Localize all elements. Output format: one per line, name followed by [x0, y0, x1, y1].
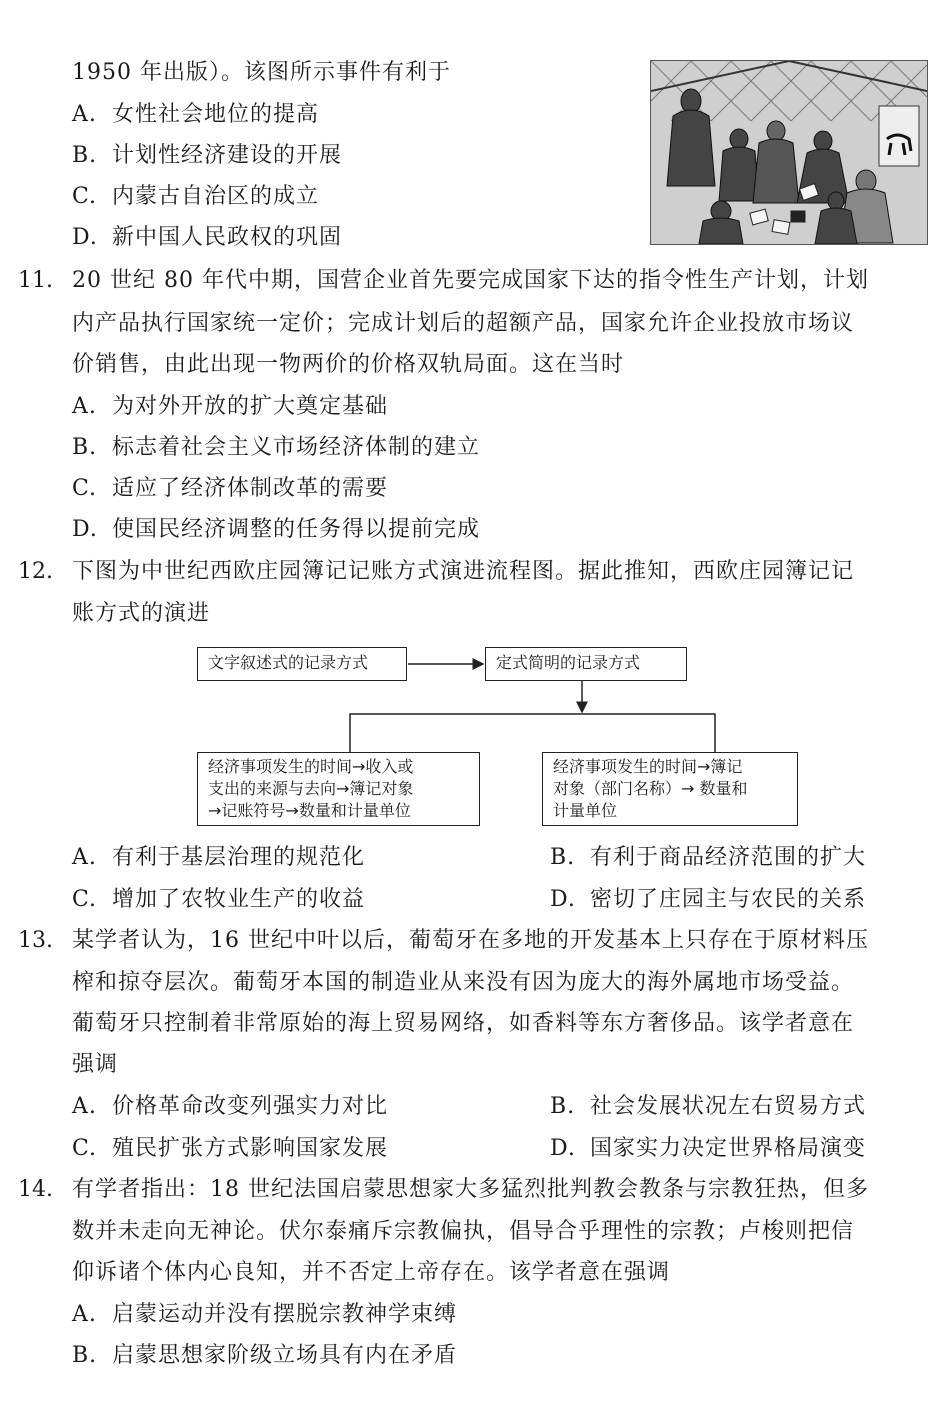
- flow-box-4-line: 计量单位: [553, 801, 618, 820]
- option-letter: B.: [72, 1343, 98, 1368]
- option-letter: A.: [72, 102, 97, 127]
- option-letter: D.: [72, 225, 98, 250]
- option-letter: B.: [550, 1094, 576, 1119]
- flow-branch-line: [350, 714, 715, 752]
- option-letter: A.: [72, 1094, 97, 1119]
- option-letter: B.: [72, 143, 98, 168]
- q12-stem-line: 账方式的演进: [72, 601, 211, 626]
- option-text: 使国民经济调整的任务得以提前完成: [112, 517, 481, 542]
- option-text: 有利于基层治理的规范化: [112, 845, 366, 870]
- q13-stem-line: 葡萄牙只控制着非常原始的海上贸易网络，如香料等东方奢侈品。该学者意在: [72, 1011, 855, 1036]
- flow-box-3: [197, 752, 480, 826]
- option-text: 有利于商品经济范围的扩大: [590, 845, 867, 870]
- q12-option-c: [72, 885, 365, 915]
- flow-box-3-line: 经济事项发生的时间→收入或: [208, 757, 414, 776]
- option-text: 计划性经济建设的开展: [112, 143, 343, 168]
- q11-stem-line: 20 世纪 80 年代中期，国营企业首先要完成国家下达的指令性生产计划，计划: [72, 268, 869, 293]
- option-text: 标志着社会主义市场经济体制的建立: [112, 435, 481, 460]
- option-letter: A.: [72, 845, 97, 870]
- flow-box-3-line: 支出的来源与去向→簿记对象: [208, 779, 414, 798]
- option-text: 国家实力决定世界格局演变: [590, 1136, 867, 1161]
- option-text: 殖民扩张方式影响国家发展: [112, 1136, 389, 1161]
- q11-stem-line: 内产品执行国家统一定价；完成计划后的超额产品，国家允许企业投放市场议: [72, 311, 855, 336]
- flow-box-4: [542, 752, 798, 826]
- q12-option-a: [72, 843, 365, 873]
- q13-option-a: [72, 1092, 388, 1122]
- option-letter: C.: [72, 1136, 98, 1161]
- q13-stem-line: 强调: [72, 1052, 119, 1077]
- q14-option-a: [72, 1300, 457, 1330]
- option-letter: C.: [72, 476, 98, 501]
- q14-stem-line: 数并未走向无神论。伏尔泰痛斥宗教偏执，倡导合乎理性的宗教；卢梭则把信: [72, 1219, 855, 1244]
- q13-stem-line: 榨和掠夺层次。葡萄牙本国的制造业从来没有因为庞大的海外属地市场受益。: [72, 970, 855, 995]
- option-text: 增加了农牧业生产的收益: [112, 887, 366, 912]
- q13-option-b: [550, 1092, 866, 1122]
- flow-box-4-line: 对象（部门名称）→ 数量和: [553, 779, 748, 798]
- q14-stem-line: 仰诉诸个体内心良知，并不否定上帝存在。该学者意在强调: [72, 1260, 671, 1285]
- question-number: 13.: [18, 928, 53, 953]
- q14-stem-line: 有学者指出：18 世纪法国启蒙思想家大多猛烈批判教会教条与宗教狂热，但多: [72, 1177, 869, 1202]
- q12-option-b: [550, 843, 866, 873]
- flow-box-4-line: 经济事项发生的时间→簿记: [553, 757, 743, 776]
- option-text: 密切了庄园主与农民的关系: [590, 887, 867, 912]
- q13-option-c: [72, 1134, 388, 1164]
- q13-stem-line: 某学者认为，16 世纪中叶以后，葡萄牙在多地的开发基本上只存在于原材料压: [72, 928, 869, 953]
- q14-option-b: [72, 1341, 457, 1371]
- option-letter: D.: [550, 887, 576, 912]
- option-text: 社会发展状况左右贸易方式: [590, 1094, 867, 1119]
- flow-box-2: 定式简明的记录方式: [485, 647, 687, 681]
- q12-option-d: [550, 885, 866, 915]
- q10-stem-line: 1950 年出版）。该图所示事件有利于: [72, 60, 451, 85]
- option-text: 为对外开放的扩大奠定基础: [112, 394, 389, 419]
- question-number: 14.: [18, 1177, 53, 1202]
- option-letter: B.: [550, 845, 576, 870]
- option-letter: A.: [72, 394, 97, 419]
- option-letter: D.: [550, 1136, 576, 1161]
- option-text: 启蒙运动并没有摆脱宗教神学束缚: [112, 1302, 458, 1327]
- q11-stem-line: 价销售，由此出现一物两价的价格双轨局面。这在当时: [72, 352, 625, 377]
- option-text: 启蒙思想家阶级立场具有内在矛盾: [112, 1343, 458, 1368]
- option-letter: B.: [72, 435, 98, 460]
- option-text: 价格革命改变列强实力对比: [112, 1094, 389, 1119]
- option-letter: C.: [72, 887, 98, 912]
- flow-box-1: 文字叙述式的记录方式: [197, 647, 407, 681]
- option-text: 新中国人民政权的巩固: [112, 225, 343, 250]
- flow-box-3-line: →记账符号→数量和计量单位: [208, 801, 411, 820]
- option-letter: D.: [72, 517, 98, 542]
- option-letter: A.: [72, 1302, 97, 1327]
- question-number: 12.: [18, 559, 53, 584]
- q13-option-d: [550, 1134, 866, 1164]
- option-text: 适应了经济体制改革的需要: [112, 476, 389, 501]
- option-letter: C.: [72, 184, 98, 209]
- option-text: 女性社会地位的提高: [112, 102, 320, 127]
- option-text: 内蒙古自治区的成立: [112, 184, 320, 209]
- question-number: 11.: [18, 268, 53, 293]
- q12-stem-line: 下图为中世纪西欧庄园簿记记账方式演进流程图。据此推知，西欧庄园簿记记: [72, 559, 855, 584]
